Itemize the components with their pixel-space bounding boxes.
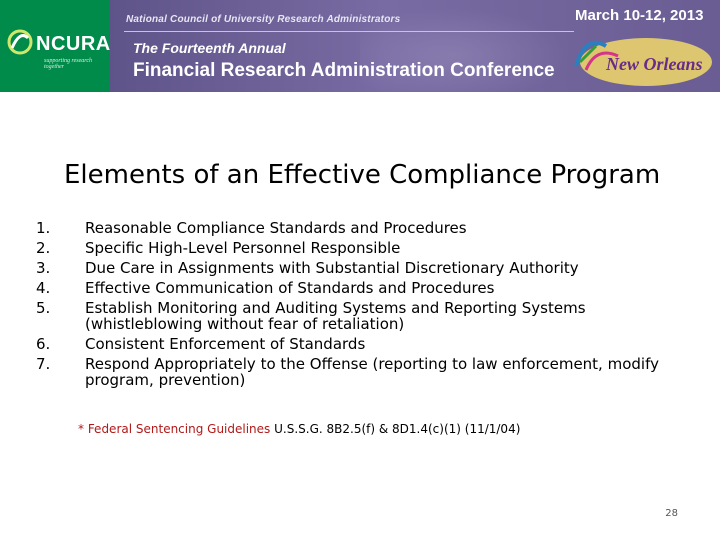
list-number: 3. xyxy=(36,259,51,277)
list-number: 6. xyxy=(36,335,51,353)
list-item xyxy=(36,218,676,238)
list-item xyxy=(36,258,676,278)
conference-title: Financial Research Administration Conference xyxy=(133,60,555,81)
list-item xyxy=(36,278,676,298)
ncura-logo xyxy=(0,0,110,92)
annual-label: The Fourteenth Annual xyxy=(133,40,286,56)
page-number: 28 xyxy=(665,508,678,519)
list-item xyxy=(36,354,676,390)
footnote-source: * Federal Sentencing Guidelines xyxy=(78,422,271,436)
list-text: Specific High-Level Personnel Responsible xyxy=(85,239,401,257)
list-item xyxy=(36,334,676,354)
ncura-swirl-icon xyxy=(6,28,34,56)
list-number: 7. xyxy=(36,355,51,373)
new-orleans-logo xyxy=(566,26,718,90)
slide-title: Elements of an Effective Compliance Program xyxy=(64,160,661,190)
conference-dates: March 10-12, 2013 xyxy=(575,7,704,24)
logo-text: NCURA xyxy=(36,33,111,55)
list-text: Consistent Enforcement of Standards xyxy=(85,335,366,353)
logo-tagline: supporting research together xyxy=(44,58,93,70)
footnote-citation: U.S.S.G. 8B2.5(f) & 8D1.4(c)(1) (11/1/04) xyxy=(270,422,521,436)
footnote xyxy=(78,422,520,436)
list-text: Respond Appropriately to the Offense (reporting to law enforcement, modify program, prevention) xyxy=(85,355,659,389)
conference-banner xyxy=(0,0,720,92)
header-divider xyxy=(124,31,574,32)
list-text: Effective Communication of Standards and Procedures xyxy=(85,279,495,297)
list-item xyxy=(36,238,676,258)
list-number: 5. xyxy=(36,299,51,317)
compliance-elements-list xyxy=(36,218,676,390)
new-orleans-text: New Orleans xyxy=(606,54,703,74)
list-number: 1. xyxy=(36,219,51,237)
list-text: Due Care in Assignments with Substantial Discretionary Authority xyxy=(85,259,579,277)
list-number: 4. xyxy=(36,279,51,297)
council-name: National Council of University Research Administrators xyxy=(126,14,401,25)
list-text: Reasonable Compliance Standards and Procedures xyxy=(85,219,467,237)
list-item xyxy=(36,298,676,334)
list-number: 2. xyxy=(36,239,51,257)
list-text: Establish Monitoring and Auditing Systems and Reporting Systems (whistleblowing without fear of retaliation) xyxy=(85,299,586,333)
